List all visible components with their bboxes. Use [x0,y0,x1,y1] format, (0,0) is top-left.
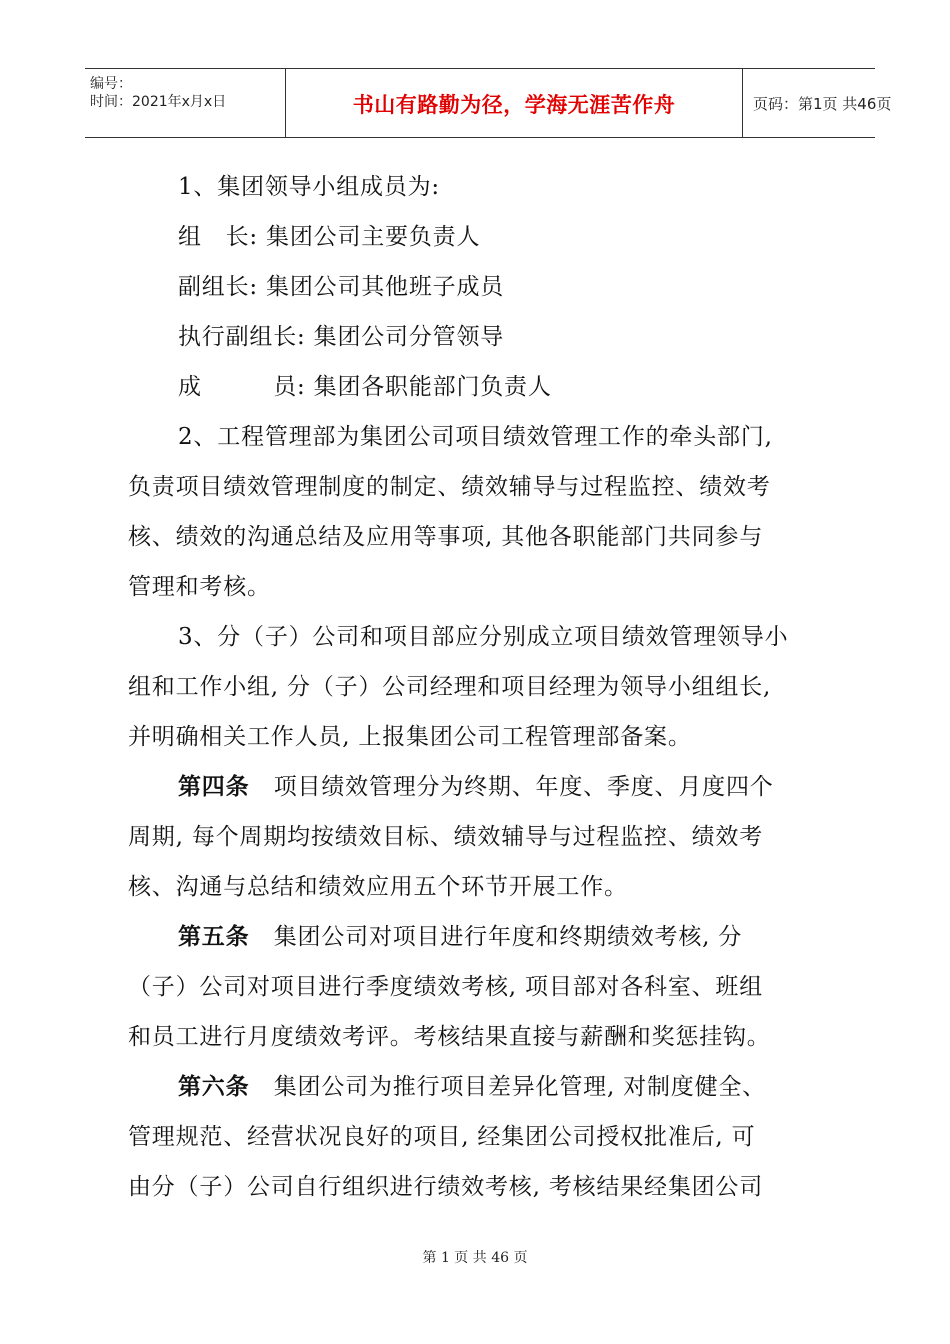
header-page-number: 页码：第1页 共46页 [753,95,892,113]
body-line: （子）公司对项目进行季度绩效考核, 项目部对各科室、班组 [128,974,764,1000]
body-line: 组 长: 集团公司主要负责人 [178,224,481,250]
article-4-first-line [178,772,774,802]
body-line: 负责项目绩效管理制度的制定、绩效辅导与过程监控、绩效考 [128,474,771,500]
body-line: 成 员: 集团各职能部门负责人 [178,374,552,400]
document-number-label: 编号： [90,76,132,92]
article-6-first-line [178,1072,766,1102]
article-6-label: 第六条 [178,1073,250,1100]
header-motto: 书山有路勤为径，学海无涯苦作舟 [352,93,676,117]
body-line: 由分（子）公司自行组织进行绩效考核, 考核结果经集团公司 [128,1174,764,1200]
body-line-text: 集团公司对项目进行年度和终期绩效考核, 分 [273,924,743,950]
body-line-text: 集团公司为推行项目差异化管理, 对制度健全、 [273,1074,766,1100]
body-line: 3、分（子）公司和项目部应分别成立项目绩效管理领导小 [178,624,789,650]
body-line: 执行副组长: 集团公司分管领导 [178,324,505,350]
body-line-text: 项目绩效管理分为终期、年度、季度、月度四个 [273,774,774,800]
article-4-label: 第四条 [178,773,250,800]
body-line: 并明确相关工作人员, 上报集团公司工程管理部备案。 [128,724,692,750]
body-line: 和员工进行月度绩效考评。考核结果直接与薪酬和奖惩挂钩。 [128,1024,771,1050]
header-motto-cell [285,69,743,137]
body-line: 核、绩效的沟通总结及应用等事项, 其他各职能部门共同参与 [128,524,764,550]
header-page-cell [743,69,892,137]
article-5-label: 第五条 [178,923,250,950]
article-5-first-line [178,922,742,952]
body-line: 组和工作小组, 分（子）公司经理和项目经理为领导小组组长, [128,674,772,700]
body-line: 周期, 每个周期均按绩效目标、绩效辅导与过程监控、绩效考 [128,824,764,850]
body-line: 1、集团领导小组成员为: [178,174,440,200]
page-header [85,68,892,138]
body-line: 管理规范、经营状况良好的项目, 经集团公司授权批准后, 可 [128,1124,756,1150]
body-line: 核、沟通与总结和绩效应用五个环节开展工作。 [128,874,628,900]
body-line: 2、工程管理部为集团公司项目绩效管理工作的牵头部门, [178,424,773,450]
body-line: 副组长: 集团公司其他班子成员 [178,274,505,300]
page-footer-number: 第 1 页 共 46 页 [422,1250,528,1266]
header-meta-cell [85,69,285,137]
body-line: 管理和考核。 [128,574,271,600]
document-time-label: 时间：2021年x月x日 [90,94,227,110]
